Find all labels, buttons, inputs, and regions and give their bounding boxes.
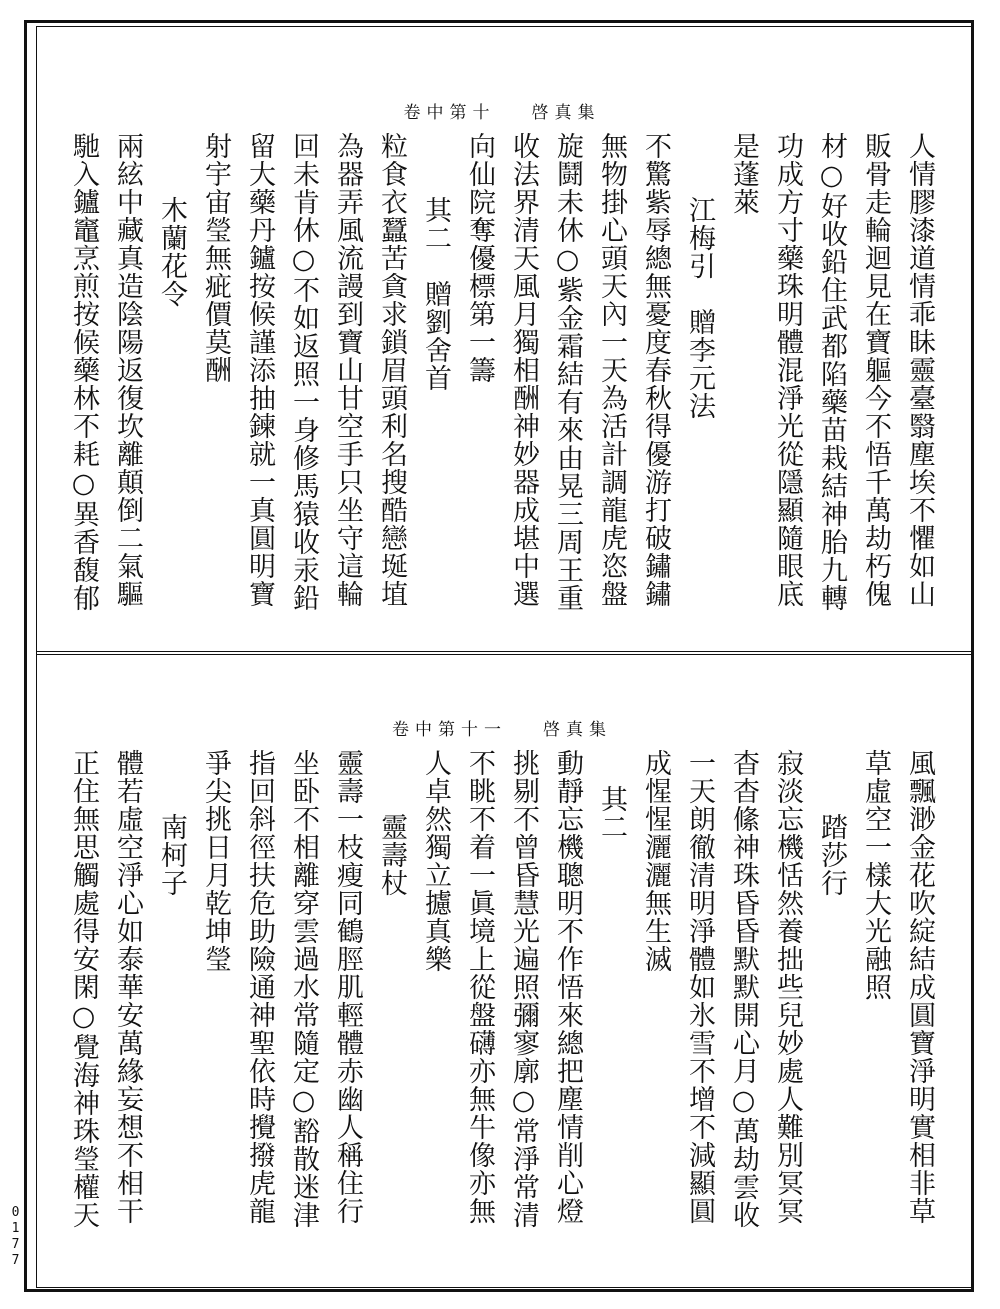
text-column: 粒食衣蠶苦貪求鎖眉頭利名搜酷戀埏埴	[376, 132, 407, 608]
text-column: 體若虛空淨心如泰華安萬緣妄想不相干	[112, 749, 143, 1225]
text-column: 動靜忘機聰明不作悟來總把塵情削心燈	[552, 749, 583, 1225]
text-column: 兩絃中藏真造陰陽返復坎離顛倒二氣驅	[112, 132, 143, 608]
text-column: 人卓然獨立攄真樂	[420, 749, 451, 973]
poem-title: 南柯子	[156, 813, 187, 897]
page-divider	[36, 651, 974, 655]
poem-title: 其二	[596, 785, 627, 841]
text-column: 射宇宙瑩無疵價莫酬	[200, 132, 231, 384]
poem-title: 靈壽杖	[376, 813, 407, 897]
top-header-title: 啓真集	[531, 103, 601, 123]
text-column: 坐卧不相離穿雲過水常隨定○豁散迷津	[288, 749, 319, 1229]
text-column: 旋鬪未休○紫金霜結有來由晃三周王重	[552, 132, 583, 612]
page-number: 0177	[8, 1205, 23, 1269]
poem-title: 踏莎行	[816, 813, 847, 897]
text-column: 草虛空一樣大光融照	[860, 749, 891, 1001]
text-column: 風飄渺金花吹綻結成圓寶淨明實相非草	[904, 749, 935, 1225]
poem-title: 木蘭花令	[156, 196, 187, 308]
text-column: 為器弄風流謾到寶山甘空手只坐守這輪	[332, 132, 363, 608]
bottom-page-columns	[62, 749, 942, 1259]
top-header-volume: 卷中第十	[403, 103, 496, 123]
poem-title: 其二 贈劉舍首	[420, 196, 451, 392]
text-column: 靈壽一枝瘦同鶴脛肌輕體赤幽人稱住行	[332, 749, 363, 1225]
bottom-page-header	[40, 715, 964, 740]
text-column: 材○好收鉛住武都陷藥苗栽結神胎九轉	[816, 132, 847, 612]
text-column: 馳入鑪竈烹煎按候藥林不耗○異香馥郁	[68, 132, 99, 612]
text-column: 寂淡忘機恬然養拙些兒妙處人難別冥冥	[772, 749, 803, 1225]
text-column: 挑剔不曾昏慧光遍照彌寥廓○常淨常清	[508, 749, 539, 1229]
top-page-header	[40, 98, 964, 123]
text-column: 販骨走輪迴見在寶軀今不悟千萬劫朽傀	[860, 132, 891, 608]
text-column: 不眺不着一眞境上從盤礴亦無牛像亦無	[464, 749, 495, 1225]
text-column: 杳杳絛神珠昏昏默默開心月○萬劫雲收	[728, 749, 759, 1229]
text-column: 爭尖挑日月乾坤瑩	[200, 749, 231, 973]
text-column: 是蓬萊	[728, 132, 759, 216]
top-page	[40, 36, 964, 646]
text-column: 指回斜徑扶危助險通神聖依時攪撥虎龍	[244, 749, 275, 1225]
text-column: 成惺惺灑灑無生滅	[640, 749, 671, 973]
text-column: 回未肯休○不如返照一身修馬猿收汞鉛	[288, 132, 319, 612]
text-column: 無物掛心頭天內一天為活計調龍虎恣盤	[596, 132, 627, 608]
bottom-header-title: 啓真集	[543, 720, 612, 740]
text-column: 正住無思觸處得安閑○覺海神珠瑩權天	[68, 749, 99, 1229]
text-column: 人情膠漆道情乖眛靈臺翳塵埃不懼如山	[904, 132, 935, 608]
bottom-header-volume: 卷中第十一	[392, 720, 507, 740]
bottom-page	[40, 663, 964, 1273]
poem-title: 江梅引 贈李元法	[684, 196, 715, 420]
text-column: 留大藥丹鑪按候謹添抽鍊就一真圓明寶	[244, 132, 275, 608]
text-column: 收法界清天風月獨相酬神妙器成堪中選	[508, 132, 539, 608]
text-column: 一天朗徹清明淨體如氷雪不增不減顯圓	[684, 749, 715, 1225]
text-column: 向仙院奪優標第一籌	[464, 132, 495, 384]
top-page-columns	[62, 132, 942, 642]
text-column: 功成方寸藥珠明體混淨光從隱顯隨眼底	[772, 132, 803, 608]
text-column: 不驚紫辱總無憂度春秋得優游打破鏽鏽	[640, 132, 671, 608]
